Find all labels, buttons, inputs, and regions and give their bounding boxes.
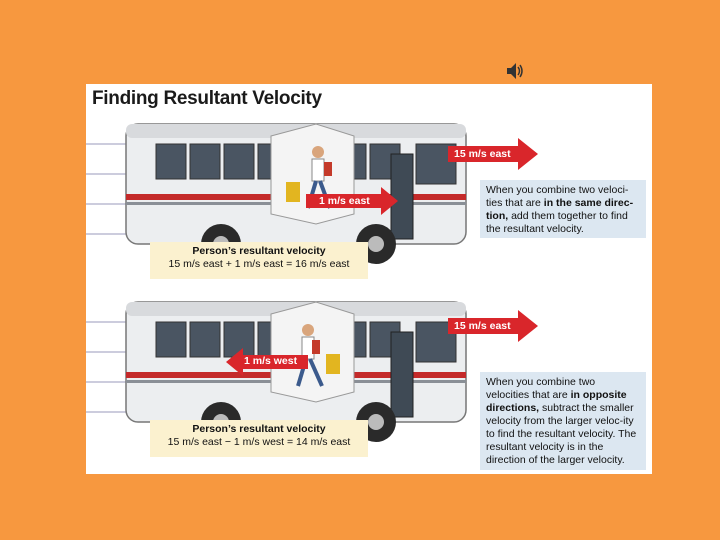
result-heading: Person’s resultant velocity (192, 423, 326, 435)
scene-opposite-direction (86, 292, 652, 472)
result-heading: Person’s resultant velocity (192, 245, 326, 257)
bus-velocity-label: 15 m/s east (454, 148, 511, 160)
result-equation: 15 m/s east + 1 m/s east = 16 m/s east (168, 258, 350, 270)
scene-same-direction (86, 114, 652, 294)
result-equation: 15 m/s east − 1 m/s west = 14 m/s east (167, 436, 351, 448)
result-box-same (150, 242, 368, 279)
speaker-icon[interactable] (504, 60, 526, 82)
bus-velocity-label: 15 m/s east (454, 320, 511, 332)
person-velocity-label: 1 m/s east (319, 195, 370, 207)
result-box-opposite (150, 420, 368, 457)
page-title: Finding Resultant Velocity (92, 88, 322, 109)
caption-same-direction: When you combine two veloci-ties that are in the same direc-tion, add them together to find the resultant velocity. (480, 180, 646, 238)
caption-opposite-direction: When you combine two velocities that are in opposite directions, subtract the smaller velocity from the larger veloc-ity to find the resultant velocity. The resultant velocity is in the direction of the larger velocity. (480, 372, 646, 470)
person-velocity-label: 1 m/s west (244, 355, 298, 367)
diagram-panel (86, 84, 652, 474)
